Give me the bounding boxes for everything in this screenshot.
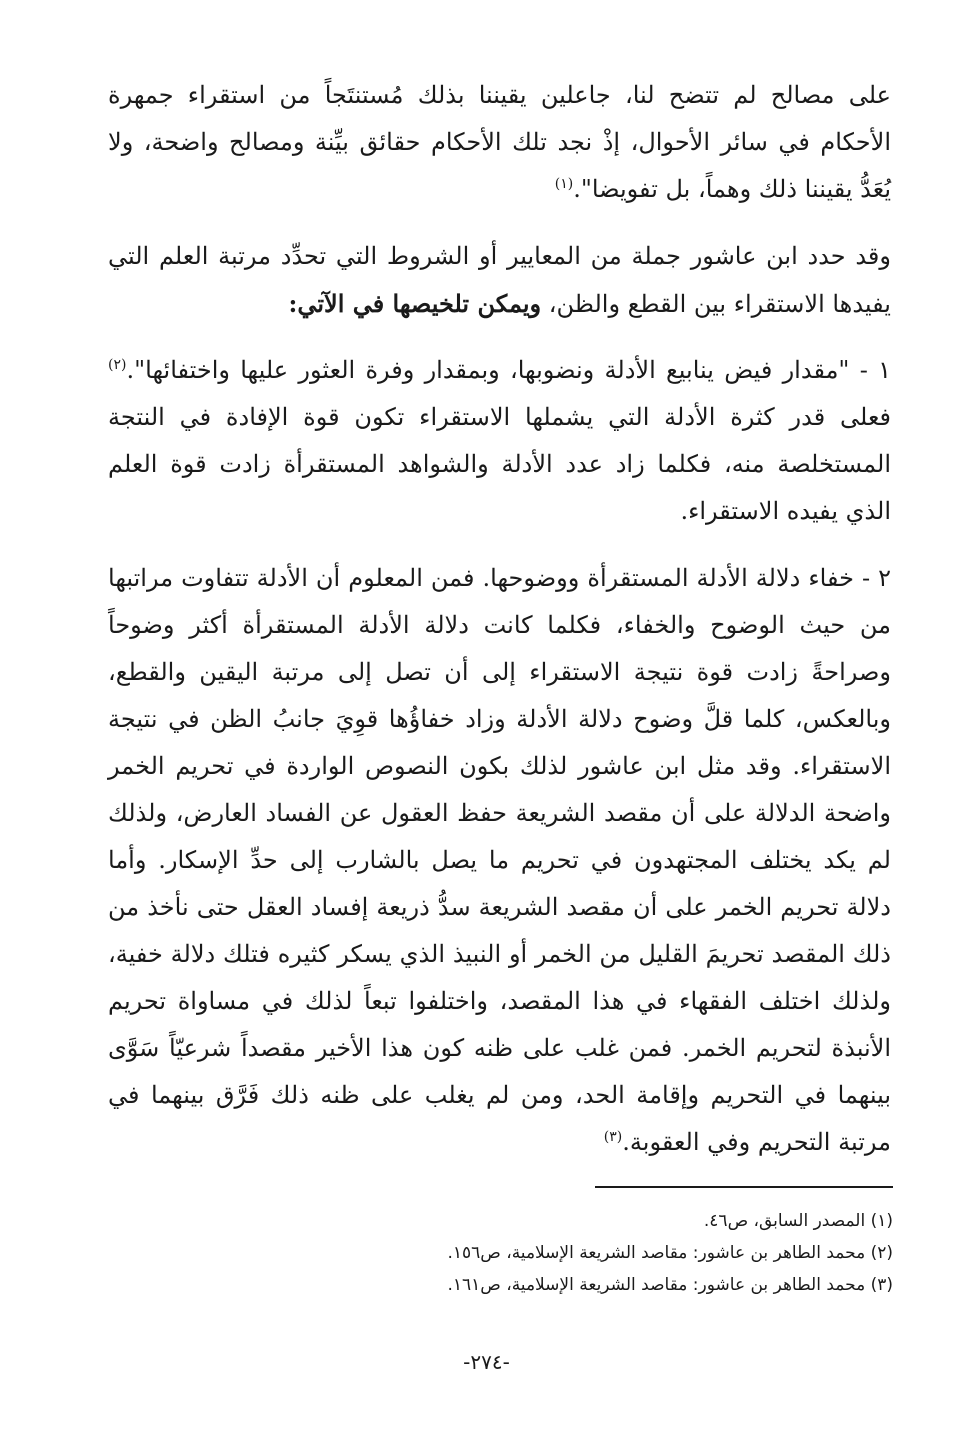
footnote-separator — [595, 1186, 893, 1188]
footnote-1: (١) المصدر السابق، ص٤٦. — [703, 1211, 893, 1231]
paragraph-text: وقد حدد ابن عاشور جملة من المعايير أو الشروط التي تحدِّد مرتبة العلم التي يفيدها الاستقراء بين القطع والظن، — [108, 242, 891, 318]
paragraph-text: ١ - "مقدار فيض ينابيع الأدلة ونضوبها، وبمقدار وفرة العثور عليها واختفائها". — [126, 356, 891, 384]
paragraph-text: ٢ - خفاء دلالة الأدلة المستقرأة ووضوحها. فمن المعلوم أن الأدلة تتفاوت مراتبها من حيث الوضوح والخفاء، فكلما كانت دلالة الأدلة المستقرأة أكثر وضوحاً وصراحةً زادت قوة نتيجة الاستقراء إلى أن تصل إلى مرتبة اليقين والقطع، وبالعكس، كلما قلَّ وضوح دلالة الأدلة وزاد خفاؤُها قوِيَ جانبُ الظن في نتيجة الاستقراء. وقد مثل ابن عاشور لذلك بكون النصوص الواردة في تحريم الخمر واضحة الدلالة على أن مقصد الشريعة حفظ العقول عن الفساد العارض، ولذلك لم يكد يختلف المجتهدون في تحريم ما يصل بالشارب إلى حدِّ الإسكار. وأما دلالة تحريم الخمر على أن مقصد الشريعة سدُّ ذريعة إفساد العقل حتى نأخذ من ذلك المقصد تحريمَ القليل من الخمر أو النبيذ الذي يسكر كثيره فتلك دلالة خفية، ولذلك اختلف الفقهاء في هذا المقصد، واختلفوا تبعاً لذلك في مساواة تحريم الأنبذة لتحريم الخمر. فمن غلب على ظنه كون هذا الأخير مقصداً شرعيّاً سَوَّى بينهما في التحريم وإقامة الحد، ومن لم يغلب على ظنه ذلك فَرَّق بينهما في مرتبة التحريم وفي العقوبة. — [108, 564, 891, 1156]
footnote-3: (٣) محمد الطاهر بن عاشور: مقاصد الشريعة الإسلامية، ص١٦١. — [447, 1275, 893, 1295]
footnote-ref-2: (٢) — [108, 357, 127, 373]
paragraph-criteria-intro — [108, 233, 891, 328]
paragraph-bold-text: ويمكن تلخيصها في الآتي: — [288, 289, 542, 318]
footnote-ref-1: (١) — [554, 176, 574, 192]
paragraph-criterion-1 — [108, 347, 891, 535]
paragraph-text-continued: فعلى قدر كثرة الأدلة التي يشملها الاستقراء تكون قوة الإفادة في النتجة المستخلصة منه، فكلما زاد عدد الأدلة والشواهد المستقرأة زادت قوة العلم الذي يفيده الاستقراء. — [108, 403, 891, 525]
page-number: -٢٧٤- — [463, 1350, 510, 1374]
paragraph-quote-end — [108, 72, 891, 213]
footnote-ref-3: (٣) — [603, 1129, 623, 1145]
footnotes — [300, 1205, 893, 1301]
paragraph-criterion-2 — [108, 555, 891, 1166]
footnote-2: (٢) محمد الطاهر بن عاشور: مقاصد الشريعة الإسلامية، ص١٥٦. — [447, 1243, 893, 1263]
paragraph-text: على مصالح لم تتضح لنا، جاعلين يقيننا بذلك مُستنتَجاً من استقراء جمهرة الأحكام في سائر الأحوال، إذْ نجد تلك الأحكام حقائق بيِّنة ومصالح واضحة، ولا يُعَدُّ يقيننا ذلك وهماً، بل تفويضا". — [108, 81, 891, 203]
